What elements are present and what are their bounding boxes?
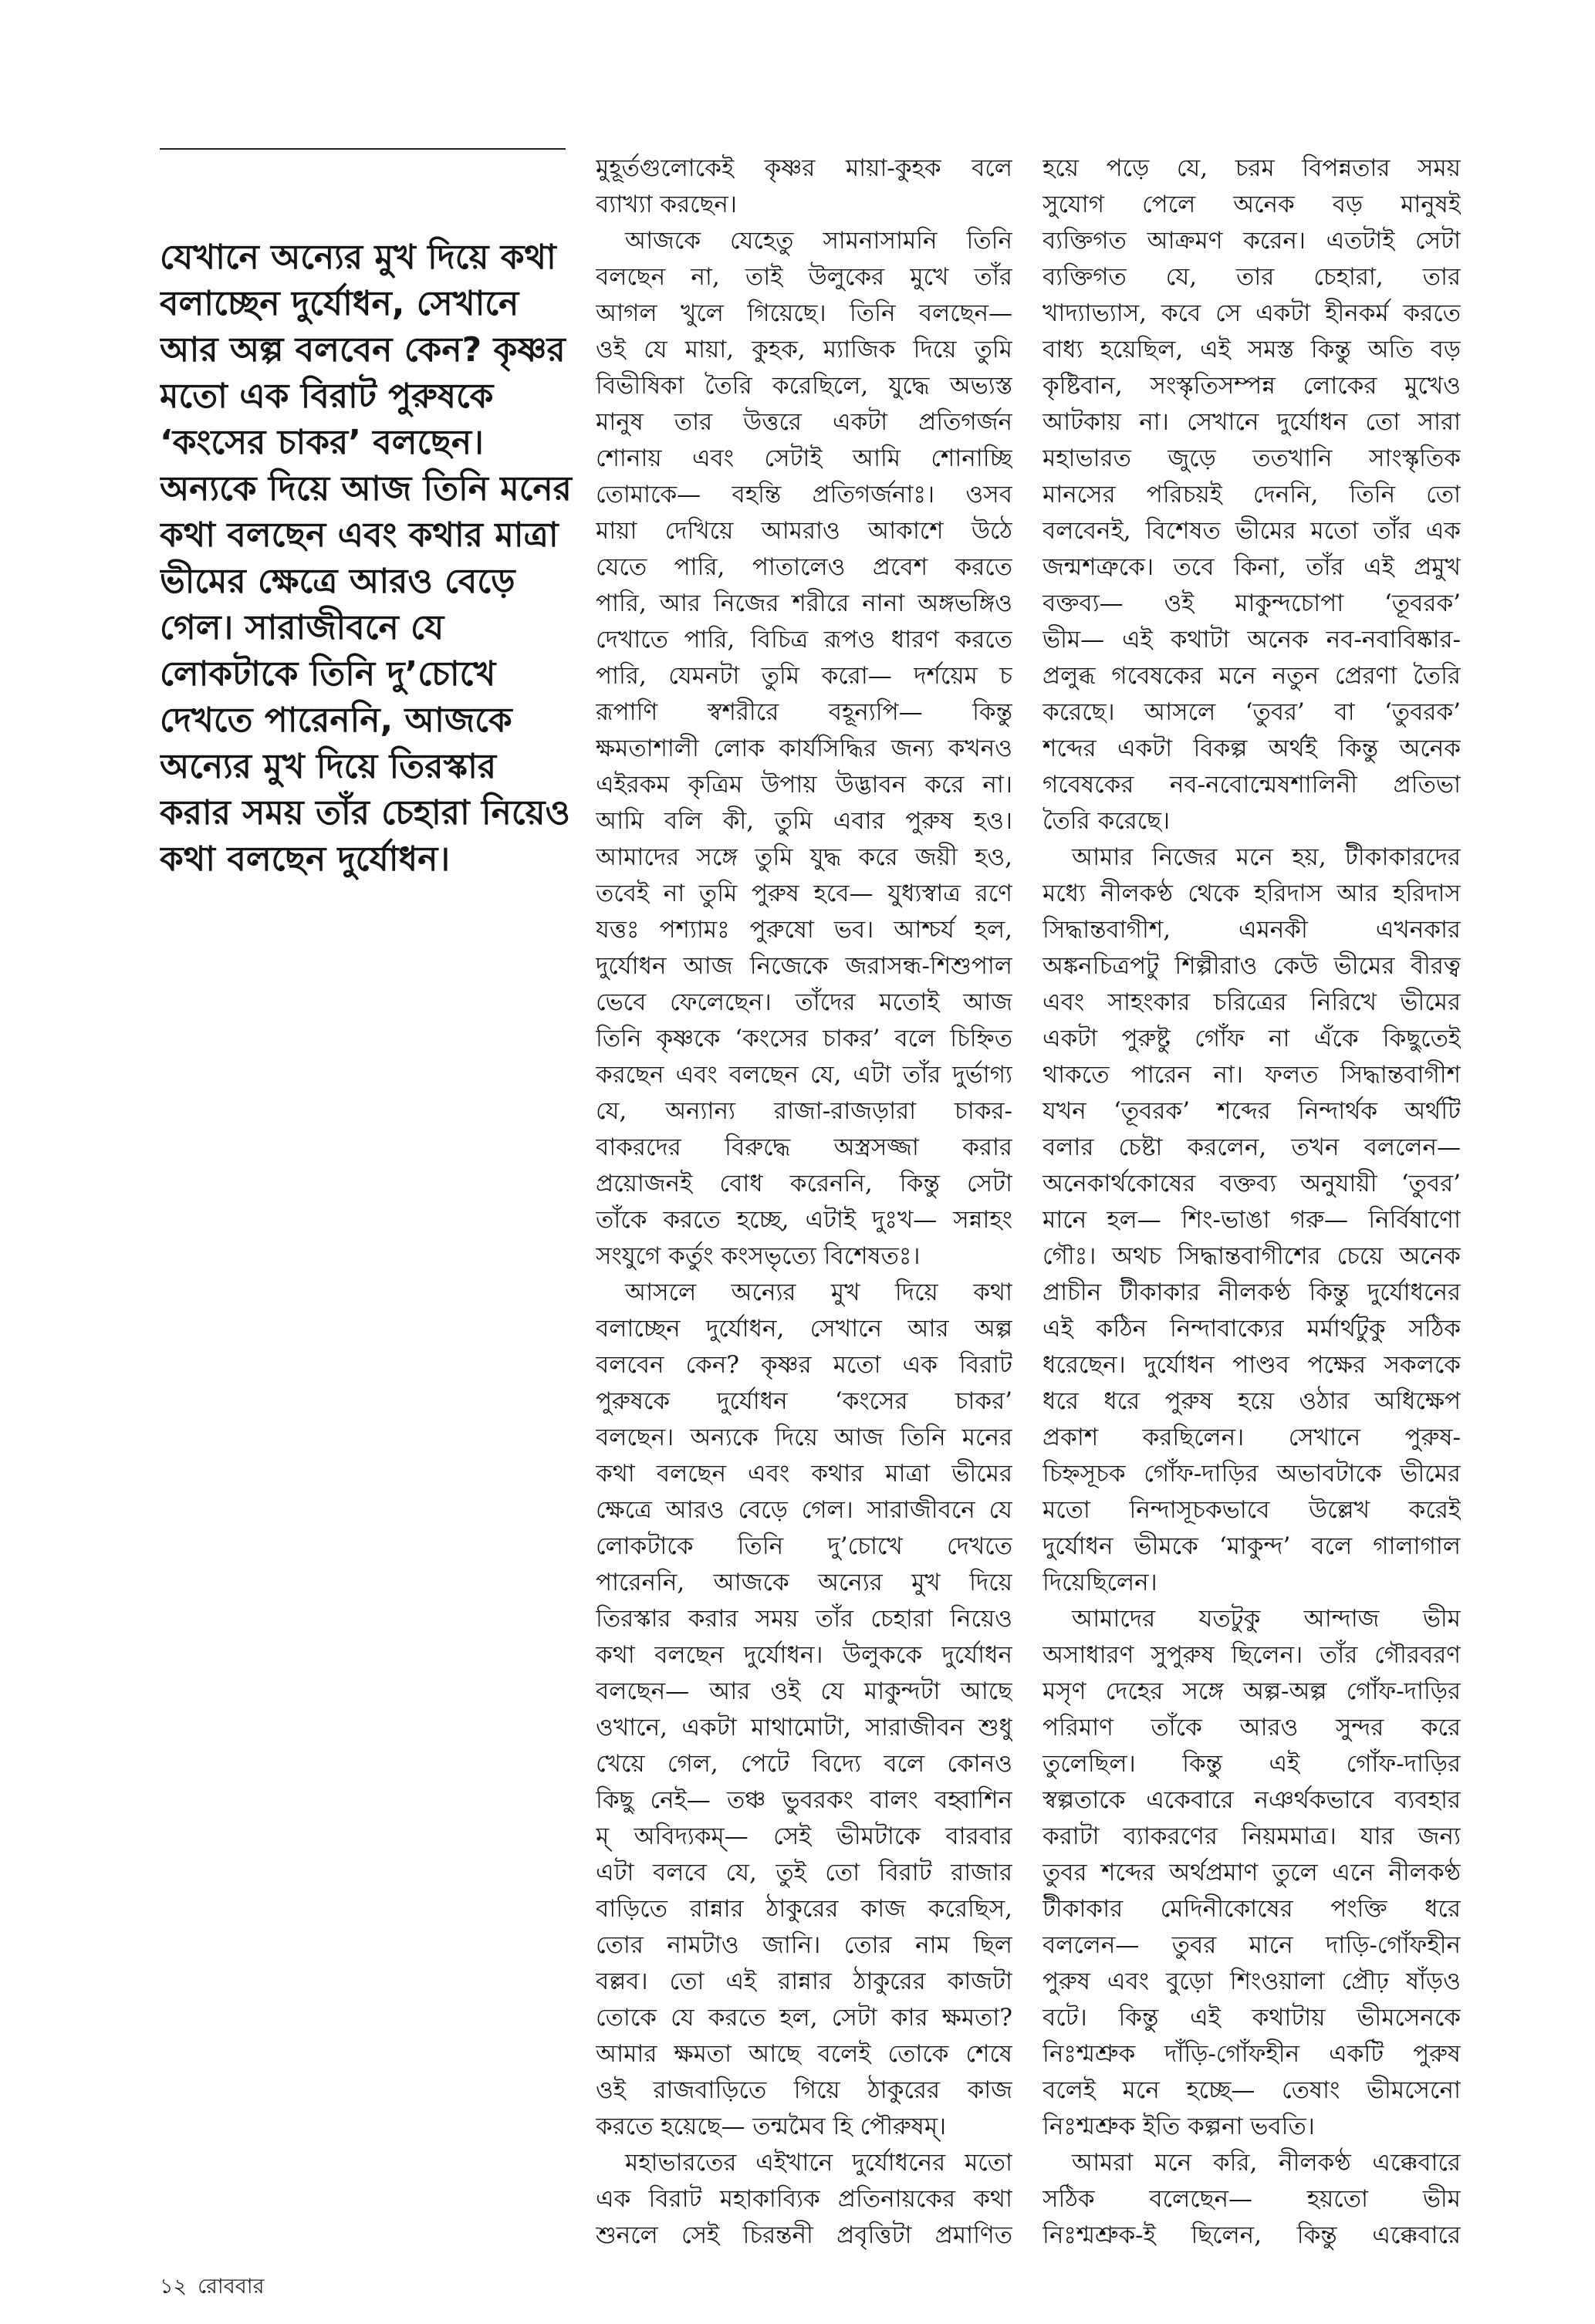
column-3-line: বক্তব্য— ওই মাকুন্দচোপা ‘তূবরক’ xyxy=(1042,589,1461,617)
column-3-line: পরিমাণ তাঁকে আরও সুন্দর করে xyxy=(1042,1714,1461,1741)
column-3-line: ব্যক্তিগত যে, তার চেহারা, তার xyxy=(1042,263,1461,291)
column-3-line: স্বল্পতাকে একেবারে নঞর্থকভাবে ব্যবহার xyxy=(1042,1786,1461,1814)
column-3-line: এবং সাহংকার চরিত্রের নিরিখে ভীমের xyxy=(1042,988,1461,1016)
column-2-line: বল্লব। তো এই রান্নার ঠাকুরের কাজটা xyxy=(596,1968,1012,1995)
column-3-line: গৌঃ। অথচ সিদ্ধান্তবাগীশের চেয়ে অনেক xyxy=(1042,1242,1461,1270)
pull-quote-line: করার সময় তাঁর চেহারা নিয়েও xyxy=(160,793,570,833)
column-2-line: তোর নামটাও জানি। তোর নাম ছিল xyxy=(596,1931,1012,1959)
column-2-line: আমার ক্ষমতা আছে বলেই তোকে শেষে xyxy=(596,2040,1012,2068)
column-2-line: আজকে যেহেতু সামনাসামনি তিনি xyxy=(625,227,1012,255)
text-column-2 xyxy=(596,150,1012,2254)
column-2-line: কথা বলছেন দুর্যোধন। উলুককে দুর্যোধন xyxy=(596,1641,1012,1669)
column-3-line: করেছে। আসলে ‘তুবর’ বা ‘তুবরক’ xyxy=(1042,698,1461,726)
column-3-line: জন্মশত্রুকে। তবে কিনা, তাঁর এই প্রমুখ xyxy=(1042,553,1461,581)
column-2-line: পুরুষকে দুর্যোধন ‘কংসের চাকর’ xyxy=(596,1387,1012,1415)
column-3-line: প্রকাশ করছিলেন। সেখানে পুরুষ- xyxy=(1042,1424,1461,1451)
pull-quote-line: বলাচ্ছেন দুর্যোধন, সেখানে xyxy=(160,284,519,323)
column-3-line: করাটা ব্যাকরণের নিয়মমাত্র। যার জন্য xyxy=(1042,1822,1461,1850)
column-3-line: গবেষকের নব-নবোন্মেষশালিনী প্রতিভা xyxy=(1042,771,1461,799)
column-3-line: বলার চেষ্টা করলেন, তখন বললেন— xyxy=(1042,1133,1461,1161)
column-2-line: ক্ষেত্রে আরও বেড়ে গেল। সারাজীবনে যে xyxy=(596,1496,1012,1524)
pull-quote-line: ভীমের ক্ষেত্রে আরও বেড়ে xyxy=(160,562,515,601)
column-2-line: মহাভারতের এইখানে দুর্যোধনের মতো xyxy=(625,2149,1012,2177)
column-3-line: চিহ্নসূচক গোঁফ-দাড়ির অভাবটাকে ভীমের xyxy=(1042,1460,1461,1488)
column-3-line: মহাভারত জুড়ে ততখানি সাংস্কৃতিক xyxy=(1042,444,1461,472)
column-2-line: বলছেন— আর ওই যে মাকুন্দটা আছে xyxy=(596,1677,1012,1705)
pull-quote-line: মতো এক বিরাট পুরুষকে xyxy=(160,377,494,416)
column-3-line: মধ্যে নীলকণ্ঠ থেকে হরিদাস আর হরিদাস xyxy=(1042,880,1461,907)
column-3-line: বলেই মনে হচ্ছে— তেষাং ভীমসেনো xyxy=(1042,2076,1461,2104)
column-3-line: যখন ‘তূবরক’ শব্দের নিন্দার্থক অর্থটি xyxy=(1042,1097,1461,1125)
page-footer xyxy=(160,2272,264,2302)
column-2-line: শোনায় এবং সেটাই আমি শোনাচ্ছি xyxy=(596,444,1012,472)
pull-quote-line: কথা বলছেন দুর্যোধন। xyxy=(160,839,451,879)
column-2-line: যেতে পারি, পাতালেও প্রবেশ করতে xyxy=(596,553,1012,581)
column-3-line: অঙ্কনচিত্রপটু শিল্পীরাও কেউ ভীমের বীরত্ব xyxy=(1042,952,1461,980)
column-2-line: এক বিরাট মহাকাব্যিক প্রতিনায়কের কথা xyxy=(596,2185,1012,2213)
column-2-line: প্রয়োজনই বোধ করেননি, কিন্তু সেটা xyxy=(596,1170,1012,1197)
column-3-line: প্রাচীন টীকাকার নীলকণ্ঠ কিন্তু দুর্যোধনের xyxy=(1042,1279,1461,1306)
column-2-line: আসলে অন্যের মুখ দিয়ে কথা xyxy=(625,1279,1012,1306)
column-2-line: আমাদের সঙ্গে তুমি যুদ্ধ করে জয়ী হও, xyxy=(596,843,1012,871)
publication-name: রোববার xyxy=(198,2275,265,2299)
column-2-line: যত্তঃ পশ্যামঃ পুরুষো ভব। আশ্চর্য হল, xyxy=(596,916,1012,944)
column-2-line: করতে হয়েছে— তন্মমৈব হি পৌরুষম্। xyxy=(596,2113,947,2140)
page-number: ১২ xyxy=(160,2275,188,2299)
column-3-line: অনেকার্থকোষের বক্তব্য অনুযায়ী ‘তুবর’ xyxy=(1042,1170,1461,1197)
column-2-line: বলছেন না, তাই উলুকের মুখে তাঁর xyxy=(596,263,1012,291)
pull-quote-line: ‘কংসের চাকর’ বলছেন। xyxy=(160,423,484,462)
column-3-line: তুলেছিল। কিন্তু এই গোঁফ-দাড়ির xyxy=(1042,1750,1461,1778)
column-3-line: সুযোগ পেলে অনেক বড় মানুষই xyxy=(1042,191,1461,218)
column-3-line: এই কঠিন নিন্দাবাক্যের মর্মার্থটুকু সঠিক xyxy=(1042,1315,1461,1343)
column-2-line: ওই রাজবাড়িতে গিয়ে ঠাকুরের কাজ xyxy=(596,2076,1012,2104)
pull-quote-line: অন্যের মুখ দিয়ে তিরস্কার xyxy=(160,747,497,786)
column-3-line: আমাদের যতটুকু আন্দাজ ভীম xyxy=(1072,1605,1461,1633)
text-column-3 xyxy=(1042,150,1461,2254)
column-2-line: এইরকম কৃত্রিম উপায় উদ্ভাবন করে না। xyxy=(596,771,1012,799)
column-3-line: শব্দের একটা বিকল্প অর্থই কিন্তু অনেক xyxy=(1042,735,1461,762)
pull-quote-line: লোকটাকে তিনি দু’চোখে xyxy=(160,654,496,694)
column-3-line: নিঃশ্মশ্রুক ইতি কল্পনা ভবতি। xyxy=(1042,2113,1315,2140)
column-2-line: ওই যে মায়া, কুহক, ম্যাজিক দিয়ে তুমি xyxy=(596,336,1012,363)
pull-quote-line: অন্যকে দিয়ে আজ তিনি মনের xyxy=(160,469,572,508)
column-2-line: দুর্যোধন আজ নিজেকে জরাসন্ধ-শিশুপাল xyxy=(596,952,1012,980)
column-2-line: খেয়ে গেল, পেটে বিদ্যে বলে কোনও xyxy=(596,1750,1012,1778)
column-3-line: তৈরি করেছে। xyxy=(1042,807,1171,835)
column-3-line: পুরুষ এবং বুড়ো শিংওয়ালা প্রৌঢ় ষাঁড়ও xyxy=(1042,1968,1461,1995)
column-2-line: বলাচ্ছেন দুর্যোধন, সেখানে আর অল্প xyxy=(596,1315,1012,1343)
column-2-line: শুনলে সেই চিরন্তনী প্রবৃত্তিটা প্রমাণিত xyxy=(596,2221,1012,2249)
column-2-line: দেখাতে পারি, বিচিত্র রূপও ধারণ করতে xyxy=(596,626,1012,654)
column-2-line: রূপাণি স্বশরীরে বহূন্যপি— কিন্তু xyxy=(596,698,1012,726)
column-2-line: পারি, যেমনটা তুমি করো— দর্শয়েম চ xyxy=(596,662,1012,690)
column-2-line: ম্ অবিদ্যকম্— সেই ভীমটাকে বারবার xyxy=(596,1822,1012,1850)
column-2-line: ওখানে, একটা মাথামোটা, সারাজীবন শুধু xyxy=(596,1714,1012,1741)
column-3-line: নিঃশ্মশ্রুক-ই ছিলেন, কিন্তু এক্কেবারে xyxy=(1042,2221,1461,2249)
column-2-line: তোকে যে করতে হল, সেটা কার ক্ষমতা? xyxy=(596,2004,1012,2032)
column-2-line: আমি বলি কী, তুমি এবার পুরুষ হও। xyxy=(596,807,1012,835)
column-2-line: তিরস্কার করার সময় তাঁর চেহারা নিয়েও xyxy=(596,1605,1012,1633)
column-2-line: কথা বলছেন এবং কথার মাত্রা ভীমের xyxy=(596,1460,1012,1488)
column-2-line: বাকরদের বিরুদ্ধে অস্ত্রসজ্জা করার xyxy=(596,1133,1012,1161)
column-2-line: বাড়িতে রান্নার ঠাকুরের কাজ করেছিস, xyxy=(596,1895,1012,1923)
column-2-line: বলছেন। অন্যকে দিয়ে আজ তিনি মনের xyxy=(596,1424,1012,1451)
column-2-line: বিভীষিকা তৈরি করেছিলে, যুদ্ধে অভ্যস্ত xyxy=(596,372,1012,400)
column-3-line: আমরা মনে করি, নীলকণ্ঠ এক্কেবারে xyxy=(1072,2149,1461,2177)
column-3-line: বলবেনই, বিশেষত ভীমের মতো তাঁর এক xyxy=(1042,517,1461,545)
pull-quote-line: আর অল্প বলবেন কেন? কৃষ্ণর xyxy=(160,330,566,370)
column-3-line: সঠিক বলেছেন— হয়তো ভীম xyxy=(1042,2185,1461,2213)
pull-quote xyxy=(160,235,576,883)
column-2-line: ক্ষমতাশালী লোক কার্যসিদ্ধির জন্য কখনও xyxy=(596,735,1012,762)
column-2-line: বলবেন কেন? কৃষ্ণর মতো এক বিরাট xyxy=(596,1351,1012,1379)
column-3-line: আমার নিজের মনে হয়, টীকাকারদের xyxy=(1072,843,1461,871)
column-3-line: হয়ে পড়ে যে, চরম বিপন্নতার সময় xyxy=(1042,154,1461,182)
column-2-line: যে, অন্যান্য রাজা-রাজড়ারা চাকর- xyxy=(596,1097,1012,1125)
column-3-line: খাদ্যাভ্যাস, কবে সে একটা হীনকর্ম করতে xyxy=(1042,299,1461,327)
column-2-line: সংযুগে কর্তুং কংসভৃত্যে বিশেষতঃ। xyxy=(596,1242,921,1270)
column-3-line: দুর্যোধন ভীমকে ‘মাকুন্দ’ বলে গালাগাল xyxy=(1042,1532,1461,1560)
column-3-line: ভীম— এই কথাটা অনেক নব-নবাবিষ্কার- xyxy=(1042,626,1461,654)
column-3-line: অসাধারণ সুপুরুষ ছিলেন। তাঁর গৌরবরণ xyxy=(1042,1641,1461,1669)
pull-quote-line: দেখতে পারেননি, আজকে xyxy=(160,701,512,740)
column-2-line: পারেননি, আজকে অন্যের মুখ দিয়ে xyxy=(596,1569,1012,1596)
column-3-line: মানে হল— শিং-ভাঙা গরু— নির্বিষাণো xyxy=(1042,1206,1461,1234)
column-2-line: ভেবে ফেলেছেন। তাঁদের মতোই আজ xyxy=(596,988,1012,1016)
column-2-line: ব্যাখ্যা করছেন। xyxy=(596,191,737,218)
column-3-line: মানসের পরিচয়ই দেননি, তিনি তো xyxy=(1042,481,1461,508)
column-3-line: বললেন— তুবর মানে দাড়ি-গোঁফহীন xyxy=(1042,1931,1461,1959)
column-2-line: তোমাকে— বহন্তি প্রতিগর্জনাঃ। ওসব xyxy=(596,481,1012,508)
column-3-line: ধরেছেন। দুর্যোধন পাণ্ডব পক্ষের সকলকে xyxy=(1042,1351,1461,1379)
column-2-line: আগল খুলে গিয়েছে। তিনি বলছেন— xyxy=(596,299,1012,327)
column-3-line: আটকায় না। সেখানে দুর্যোধন তো সারা xyxy=(1042,408,1461,436)
column-2-line: করছেন এবং বলছেন যে, এটা তাঁর দুর্ভাগ্য xyxy=(596,1061,1012,1089)
column-3-line: সিদ্ধান্তবাগীশ, এমনকী এখনকার xyxy=(1042,916,1461,944)
column-3-line: মসৃণ দেহের সঙ্গে অল্প-অল্প গোঁফ-দাড়ির xyxy=(1042,1677,1461,1705)
column-2-line: মায়া দেখিয়ে আমরাও আকাশে উঠে xyxy=(596,517,1012,545)
column-3-line: মতো নিন্দাসূচকভাবে উল্লেখ করেই xyxy=(1042,1496,1461,1524)
pull-quote-divider-rule xyxy=(160,148,566,150)
column-3-line: টীকাকার মেদিনীকোষের পংক্তি ধরে xyxy=(1042,1895,1461,1923)
column-2-line: তবেই না তুমি পুরুষ হবে— যুধ্যস্বাত্র রণে xyxy=(596,880,1012,907)
column-3-line: কৃষ্টিবান, সংস্কৃতিসম্পন্ন লোকের মুখেও xyxy=(1042,372,1461,400)
column-2-line: মুহূর্তগুলোকেই কৃষ্ণর মায়া-কুহক বলে xyxy=(596,154,1012,182)
column-2-line: তাঁকে করতে হচ্ছে, এটাই দুঃখ— সন্নাহং xyxy=(596,1206,1012,1234)
pull-quote-line: গেল। সারাজীবনে যে xyxy=(160,608,444,647)
column-3-line: ধরে ধরে পুরুষ হয়ে ওঠার অধিক্ষেপ xyxy=(1042,1387,1461,1415)
column-2-line: মানুষ তার উত্তরে একটা প্রতিগর্জন xyxy=(596,408,1012,436)
column-3-line: বটে। কিন্তু এই কথাটায় ভীমসেনকে xyxy=(1042,2004,1461,2032)
column-2-line: এটা বলবে যে, তুই তো বিরাট রাজার xyxy=(596,1859,1012,1887)
column-2-line: কিছু নেই— তঞ্চ ভুবরকং বালং বহ্বাশিন xyxy=(596,1786,1012,1814)
pull-quote-line: যেখানে অন্যের মুখ দিয়ে কথা xyxy=(160,238,556,277)
column-3-line: একটা পুরুষ্টু গোঁফ না এঁকে কিছুতেই xyxy=(1042,1025,1461,1052)
column-3-line: ব্যক্তিগত আক্রমণ করেন। এতটাই সেটা xyxy=(1042,227,1461,255)
column-2-line: লোকটাকে তিনি দু’চোখে দেখতে xyxy=(596,1532,1012,1560)
column-3-line: নিঃশ্মশ্রুক দাঁড়ি-গোঁফহীন একটি পুরুষ xyxy=(1042,2040,1461,2068)
column-2-line: পারি, আর নিজের শরীরে নানা অঙ্গভঙ্গিও xyxy=(596,589,1012,617)
pull-quote-line: কথা বলছেন এবং কথার মাত্রা xyxy=(160,515,559,555)
column-3-line: প্রলুব্ধ গবেষকের মনে নতুন প্রেরণা তৈরি xyxy=(1042,662,1461,690)
column-3-line: থাকতে পারেন না। ফলত সিদ্ধান্তবাগীশ xyxy=(1042,1061,1461,1089)
column-2-line: তিনি কৃষ্ণকে ‘কংসের চাকর’ বলে চিহ্নিত xyxy=(596,1025,1012,1052)
column-3-line: দিয়েছিলেন। xyxy=(1042,1569,1157,1596)
column-3-line: তুবর শব্দের অর্থপ্রমাণ তুলে এনে নীলকণ্ঠ xyxy=(1042,1859,1461,1887)
column-3-line: বাধ্য হয়েছিল, এই সমস্ত কিন্তু অতি বড় xyxy=(1042,336,1461,363)
